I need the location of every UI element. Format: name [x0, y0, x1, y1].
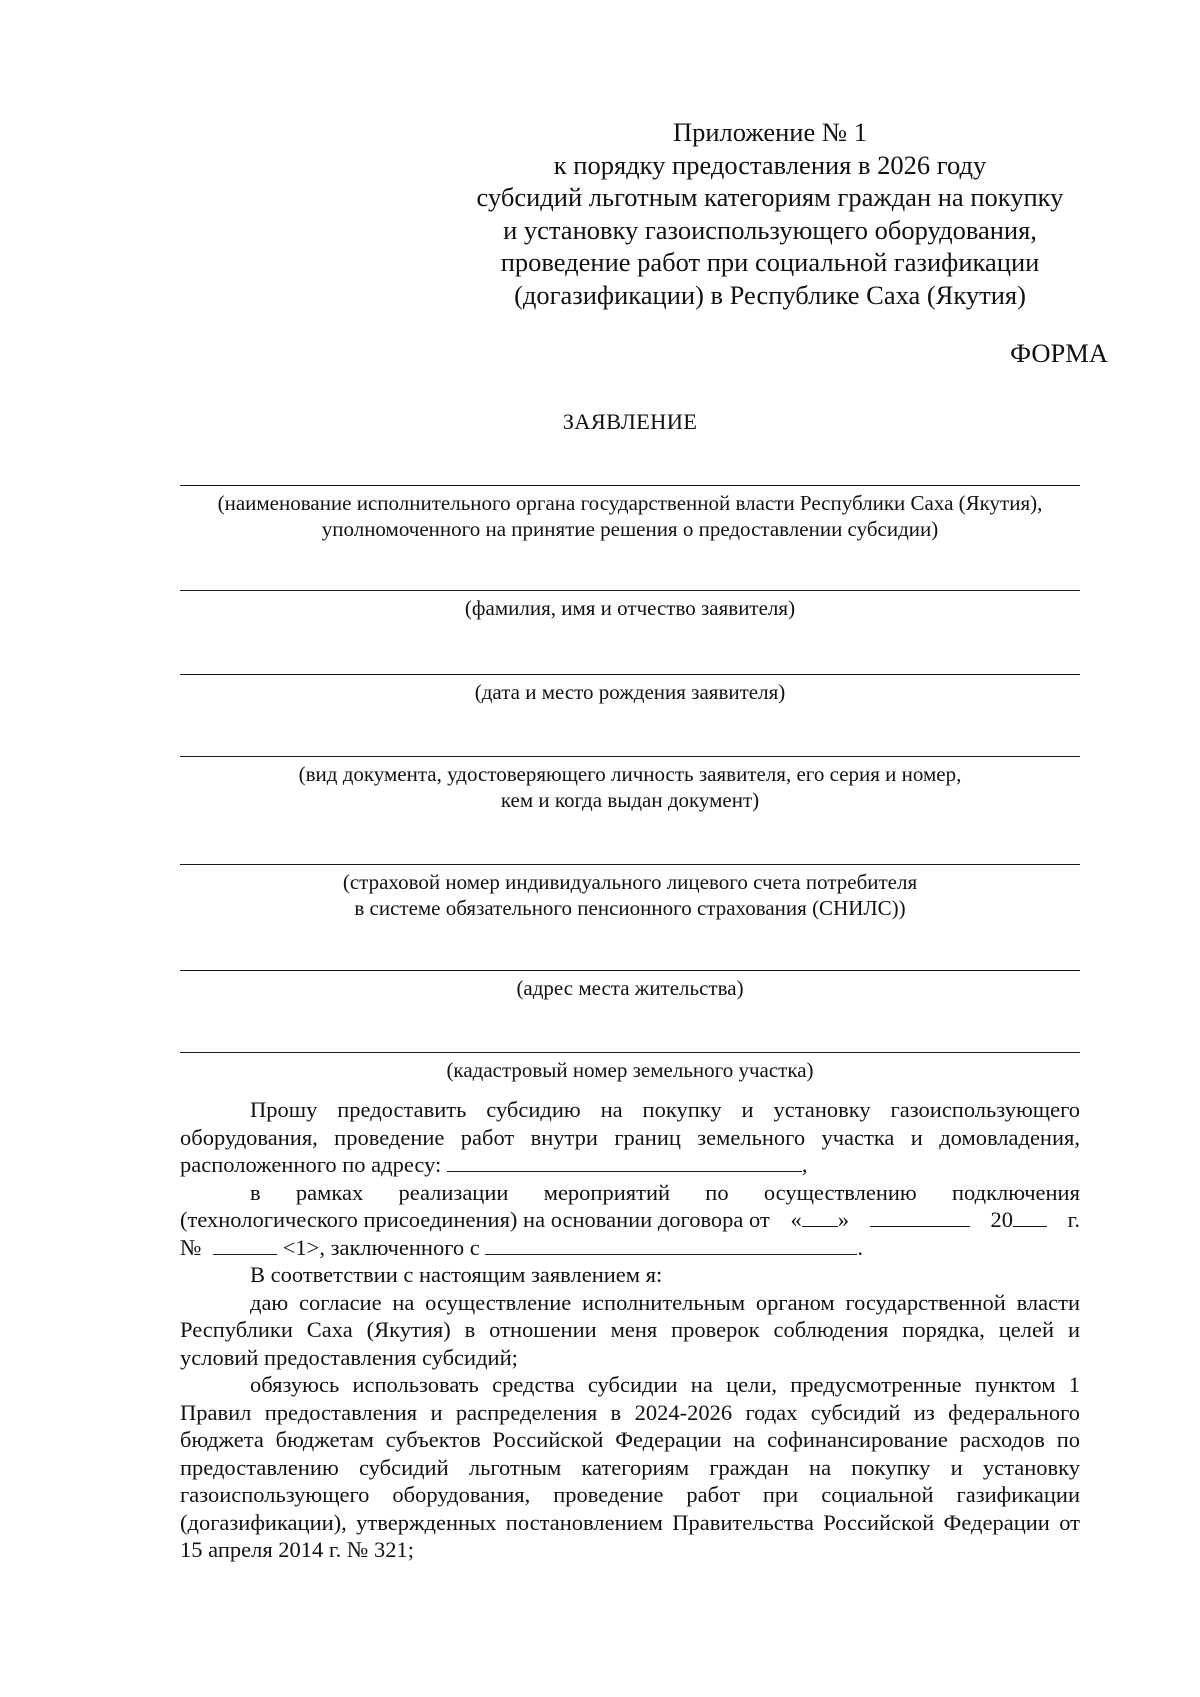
contract-line [180, 1206, 1080, 1234]
request-text: Прошу предоставить субсидию на покупку и установку газоиспользующего оборудования, проведение работ внутри границ земельного участка и домовладения, [180, 1097, 1080, 1150]
document-title: ЗАЯВЛЕНИЕ [562, 409, 698, 434]
caption-line: (наименование исполнительного органа государственной власти Республики Саха (Якутия), [217, 491, 1043, 515]
caption-line: кем и когда выдан документ) [500, 787, 760, 812]
field-caption [180, 865, 1080, 921]
framework-word: подключения [952, 1179, 1080, 1205]
appendix-block [470, 116, 1070, 311]
field-caption [180, 1053, 1080, 1084]
year-prefix: 20 [990, 1207, 1013, 1232]
quote-close: » [837, 1207, 850, 1232]
contractor-blank [485, 1234, 857, 1255]
contract-year [990, 1206, 1047, 1234]
year-blank [1013, 1206, 1047, 1227]
framework-word: рамках [295, 1179, 364, 1205]
caption-line: уполномоченного на принятие решения о предоставлении субсидии) [321, 516, 939, 541]
day-blank [802, 1206, 838, 1227]
number-blank [213, 1234, 277, 1255]
appendix-line: субсидий льготным категориям граждан на покупку [476, 182, 1064, 212]
framework-word: мероприятий [543, 1179, 671, 1205]
caption-line: в системе обязательного пенсионного страхования (СНИЛС)) [354, 895, 906, 920]
caption-line: (фамилия, имя и отчество заявителя) [464, 596, 796, 620]
field-address [180, 970, 1080, 1002]
framework-line [180, 1179, 1080, 1207]
month-blank [870, 1206, 970, 1227]
field-identity-document [180, 756, 1080, 813]
caption-line: (страховой номер индивидуального лицевого счета потребителя [342, 870, 918, 894]
field-cadastral [180, 1052, 1080, 1084]
obligation-text: обязуюсь использовать средства субсидии на цели, предусмотренные пунктом 1 Правил предоставления и распределения в 2024-2026 годах субсидий из федерального бюджета бюджетам субъектов Российской Федерации на софинансирование расходов по предоставлению субсидий льготным категориям граждан на покупку и установку газоиспользующего оборудования, проведение работ при социальной газификации (догазификации), утвержденных постановлением Правительства Российской Федерации от 15 апреля 2014 г. № 321; [180, 1372, 1080, 1562]
field-caption [180, 675, 1080, 706]
framework-word: реализации [398, 1179, 509, 1205]
caption-line: (вид документа, удостоверяющего личность заявителя, его серия и номер, [298, 762, 962, 786]
appendix-line: и установку газоиспользующего оборудования, [503, 214, 1037, 245]
contract-prefix: (технологического присоединения) на основании договора от [180, 1207, 770, 1232]
appendix-line: к порядку предоставления в 2026 году [553, 149, 987, 180]
quote-open: « [790, 1207, 802, 1232]
framework-word: в [250, 1179, 261, 1205]
field-caption [180, 757, 1080, 813]
caption-line: (кадастровый номер земельного участка) [446, 1058, 814, 1082]
consent-text: даю согласие на осуществление исполнительным органом государственной власти Республики Саха (Якутия) в отношении меня проверок соблюдения порядка, целей и условий предоставления субсидий; [180, 1289, 1080, 1370]
address-blank [447, 1151, 802, 1172]
field-caption [180, 971, 1080, 1002]
accordance-text: В соответствии с настоящим заявлением я: [250, 1262, 663, 1287]
caption-line: (адрес места жительства) [516, 976, 744, 1000]
year-suffix: г. [1067, 1207, 1080, 1232]
application-body [180, 1096, 1080, 1564]
field-snils [180, 864, 1080, 921]
framework-word: по [705, 1179, 729, 1205]
contract-date [791, 1206, 850, 1234]
form-label: ФОРМА [1010, 338, 1108, 368]
caption-line: (дата и место рождения заявителя) [474, 680, 786, 704]
field-authority [180, 485, 1080, 542]
appendix-line: проведение работ при социальной газификации [500, 247, 1040, 277]
appendix-line: Приложение № 1 [672, 117, 867, 147]
field-full-name [180, 590, 1080, 622]
footnote-text: <1>, заключенного с [282, 1234, 480, 1260]
field-caption [180, 591, 1080, 622]
framework-word: осуществлению [763, 1179, 917, 1205]
contract-number-line [180, 1234, 1080, 1262]
field-birth [180, 674, 1080, 706]
obligation-paragraph [180, 1371, 1080, 1564]
accordance-paragraph [180, 1261, 1080, 1289]
number-sign: № [180, 1234, 202, 1260]
period: . [857, 1234, 863, 1260]
field-caption [180, 486, 1080, 542]
address-tail: , [801, 1152, 808, 1177]
request-paragraph [180, 1096, 1080, 1179]
consent-paragraph [180, 1289, 1080, 1372]
address-label: расположенного по адресу: [180, 1152, 442, 1177]
appendix-line: (догазификации) в Республике Саха (Якутия) [514, 279, 1026, 310]
